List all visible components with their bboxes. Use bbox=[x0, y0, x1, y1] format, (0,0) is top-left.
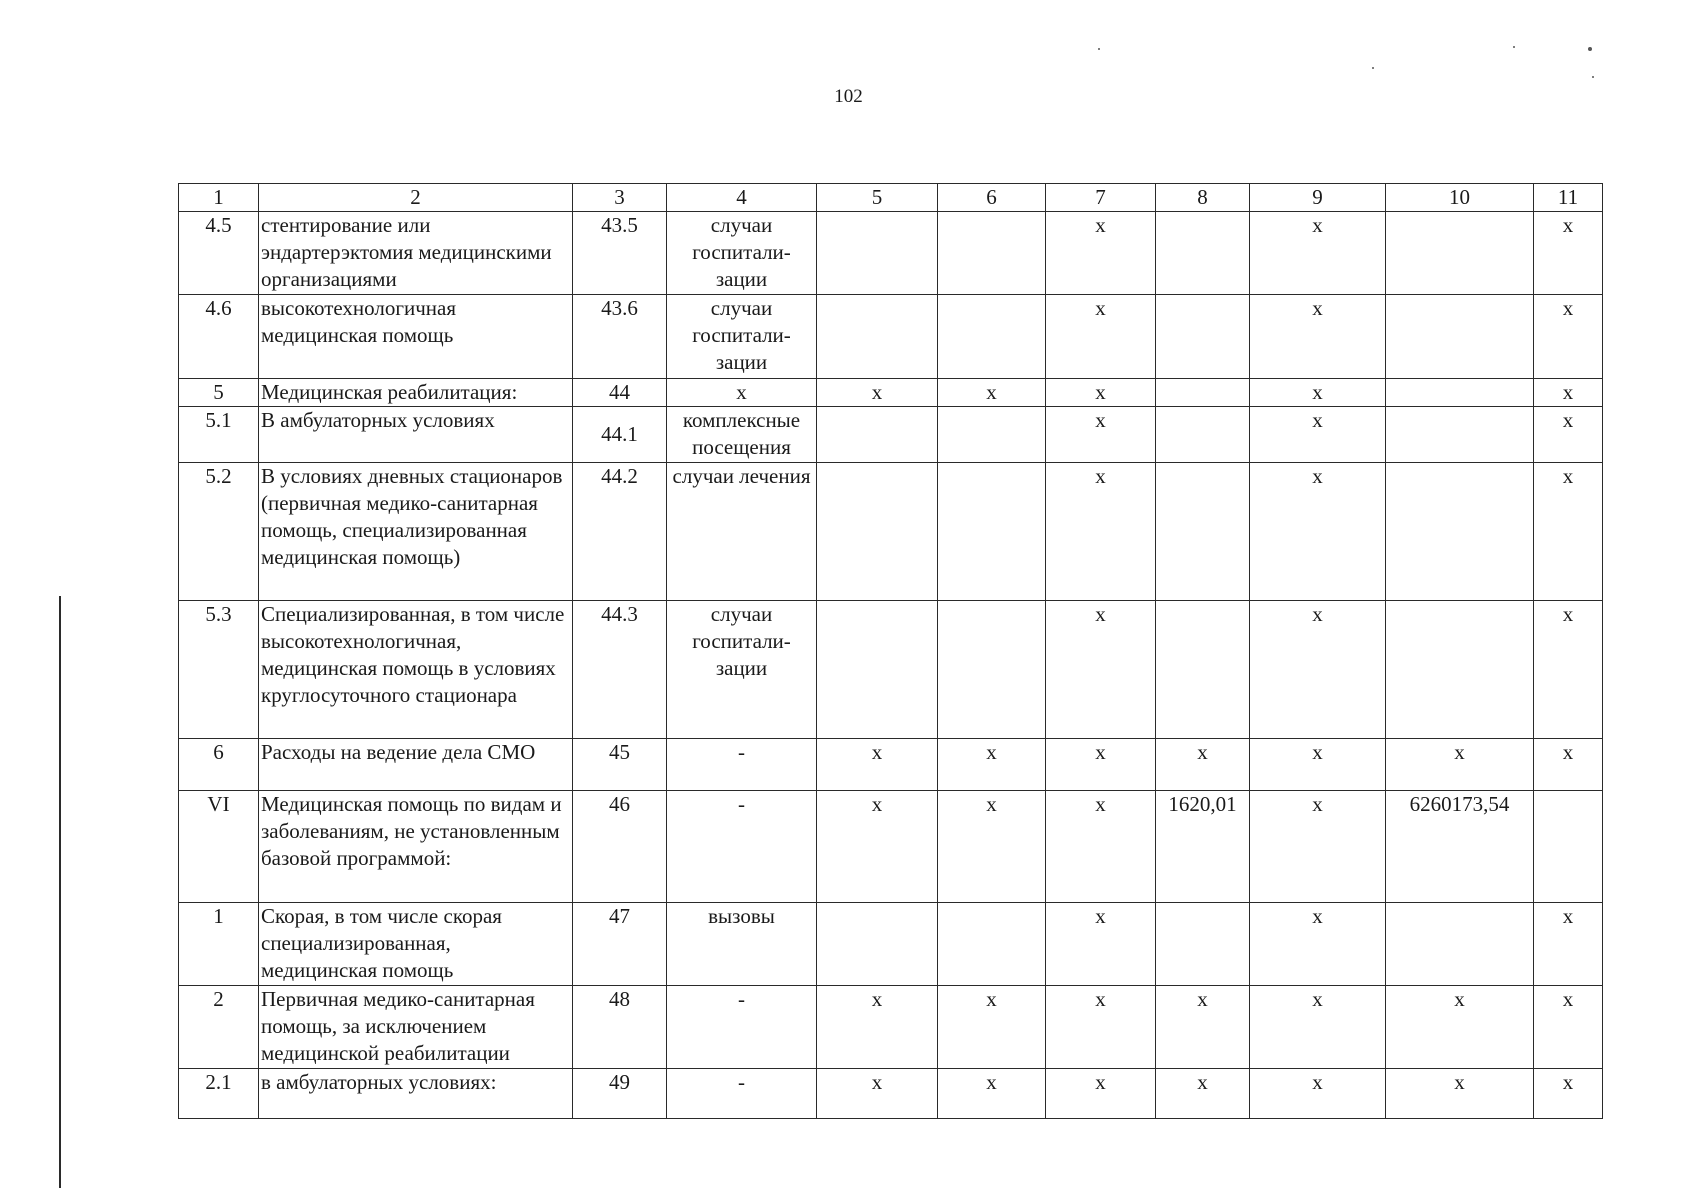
row-number: 5.2 bbox=[179, 463, 259, 601]
table-cell bbox=[938, 295, 1046, 379]
unit-cell: - bbox=[667, 986, 817, 1069]
table-cell bbox=[1386, 379, 1534, 407]
table-cell bbox=[817, 295, 938, 379]
scan-margin-line bbox=[59, 596, 61, 1188]
table-cell: х bbox=[1046, 601, 1156, 739]
row-number: 1 bbox=[179, 903, 259, 986]
row-code: 44.1 bbox=[573, 407, 667, 463]
table-cell: х bbox=[1534, 903, 1603, 986]
page-number: 102 bbox=[834, 86, 863, 107]
table-cell: х bbox=[1250, 295, 1386, 379]
table-cell: х bbox=[1046, 463, 1156, 601]
table-cell: х bbox=[1534, 212, 1603, 295]
row-name: Скорая, в том числе скорая специализированная, медицинская помощь bbox=[259, 903, 573, 986]
row-code: 45 bbox=[573, 739, 667, 791]
row-code: 44.3 bbox=[573, 601, 667, 739]
table-cell: х bbox=[1534, 295, 1603, 379]
table-row bbox=[179, 903, 1603, 986]
column-number: 6 bbox=[938, 184, 1046, 212]
table-cell bbox=[1386, 295, 1534, 379]
table-cell: х bbox=[1250, 903, 1386, 986]
scan-speck bbox=[1592, 76, 1594, 78]
row-code: 43.6 bbox=[573, 295, 667, 379]
table-cell: х bbox=[1046, 1069, 1156, 1119]
table-cell: х bbox=[1534, 1069, 1603, 1119]
row-name: высокотехнологичная медицинская помощь bbox=[259, 295, 573, 379]
unit-cell: вызовы bbox=[667, 903, 817, 986]
row-name: стентирование или эндартерэктомия медицинскими организациями bbox=[259, 212, 573, 295]
column-number: 5 bbox=[817, 184, 938, 212]
table-cell: х bbox=[817, 1069, 938, 1119]
table-cell: х bbox=[1534, 379, 1603, 407]
table-cell: х bbox=[1250, 407, 1386, 463]
table-cell bbox=[1156, 601, 1250, 739]
row-number: 2 bbox=[179, 986, 259, 1069]
scan-speck bbox=[1513, 46, 1515, 48]
table-row bbox=[179, 791, 1603, 903]
row-code: 49 bbox=[573, 1069, 667, 1119]
table-cell bbox=[1156, 903, 1250, 986]
scan-speck bbox=[1588, 47, 1592, 51]
table-cell: х bbox=[1250, 1069, 1386, 1119]
table-cell bbox=[1386, 601, 1534, 739]
table-cell: х bbox=[817, 739, 938, 791]
table-cell: 1620,01 bbox=[1156, 791, 1250, 903]
row-number: 6 bbox=[179, 739, 259, 791]
table-cell: х bbox=[817, 379, 938, 407]
column-number: 2 bbox=[259, 184, 573, 212]
table-cell: х bbox=[1534, 739, 1603, 791]
unit-cell: - bbox=[667, 791, 817, 903]
table-cell: х bbox=[1046, 791, 1156, 903]
table-cell: х bbox=[938, 1069, 1046, 1119]
table-cell: х bbox=[1250, 379, 1386, 407]
column-number: 4 bbox=[667, 184, 817, 212]
row-number: 4.6 bbox=[179, 295, 259, 379]
table-row bbox=[179, 295, 1603, 379]
table-row bbox=[179, 986, 1603, 1069]
row-name: Первичная медико-санитарная помощь, за исключением медицинской реабилитации bbox=[259, 986, 573, 1069]
table-cell bbox=[817, 463, 938, 601]
table-row bbox=[179, 1069, 1603, 1119]
table-cell: х bbox=[1534, 986, 1603, 1069]
table-cell: х bbox=[1250, 791, 1386, 903]
row-number: 4.5 bbox=[179, 212, 259, 295]
table-cell: х bbox=[1250, 463, 1386, 601]
table-cell bbox=[1156, 379, 1250, 407]
unit-cell: случаи госпитали-зации bbox=[667, 212, 817, 295]
scan-speck bbox=[1372, 67, 1374, 69]
row-number: 5 bbox=[179, 379, 259, 407]
table-cell: х bbox=[938, 791, 1046, 903]
table-cell bbox=[817, 903, 938, 986]
row-code: 48 bbox=[573, 986, 667, 1069]
table-cell: х bbox=[938, 379, 1046, 407]
table-row bbox=[179, 463, 1603, 601]
row-number: 2.1 bbox=[179, 1069, 259, 1119]
row-number: 5.1 bbox=[179, 407, 259, 463]
table-cell bbox=[1386, 463, 1534, 601]
table-cell: х bbox=[1250, 739, 1386, 791]
unit-cell: - bbox=[667, 1069, 817, 1119]
table-cell bbox=[817, 407, 938, 463]
table-cell: х bbox=[938, 986, 1046, 1069]
row-name: Расходы на ведение дела СМО bbox=[259, 739, 573, 791]
table-cell: х bbox=[1156, 739, 1250, 791]
row-name: Медицинская помощь по видам и заболеваниям, не установленным базовой программой: bbox=[259, 791, 573, 903]
row-code: 44.2 bbox=[573, 463, 667, 601]
table-cell bbox=[817, 212, 938, 295]
table-cell: х bbox=[1534, 601, 1603, 739]
scan-speck bbox=[1098, 48, 1100, 50]
table-cell bbox=[1386, 407, 1534, 463]
table-cell: х bbox=[1250, 212, 1386, 295]
table-cell bbox=[938, 407, 1046, 463]
table-row bbox=[179, 407, 1603, 463]
table-row bbox=[179, 212, 1603, 295]
row-number: 5.3 bbox=[179, 601, 259, 739]
table-cell: х bbox=[1386, 739, 1534, 791]
column-number: 9 bbox=[1250, 184, 1386, 212]
unit-cell: случаи госпитали-зации bbox=[667, 295, 817, 379]
column-number: 7 bbox=[1046, 184, 1156, 212]
table-row bbox=[179, 601, 1603, 739]
table-cell: х bbox=[1534, 463, 1603, 601]
table-cell: х bbox=[1046, 903, 1156, 986]
unit-cell: случаи госпитали-зации bbox=[667, 601, 817, 739]
row-name: Медицинская реабилитация: bbox=[259, 379, 573, 407]
table-cell: х bbox=[1046, 407, 1156, 463]
table-cell: х bbox=[1046, 379, 1156, 407]
table-cell: х bbox=[817, 986, 938, 1069]
table-cell bbox=[1386, 212, 1534, 295]
row-code: 44 bbox=[573, 379, 667, 407]
table-cell: х bbox=[1046, 739, 1156, 791]
unit-cell: случаи лечения bbox=[667, 463, 817, 601]
row-name: В условиях дневных стационаров (первичная медико-санитарная помощь, специализированная медицинская помощь) bbox=[259, 463, 573, 601]
table-cell: х bbox=[1046, 212, 1156, 295]
table-row bbox=[179, 379, 1603, 407]
table-cell bbox=[1156, 212, 1250, 295]
unit-cell: комплексные посещения bbox=[667, 407, 817, 463]
table-cell: х bbox=[1386, 1069, 1534, 1119]
table-cell bbox=[938, 212, 1046, 295]
table-cell bbox=[1156, 463, 1250, 601]
table-cell bbox=[1534, 791, 1603, 903]
table-cell bbox=[1156, 407, 1250, 463]
unit-cell: - bbox=[667, 739, 817, 791]
table-cell bbox=[938, 463, 1046, 601]
column-number: 1 bbox=[179, 184, 259, 212]
row-name: В амбулаторных условиях bbox=[259, 407, 573, 463]
table-cell bbox=[817, 601, 938, 739]
column-number: 11 bbox=[1534, 184, 1603, 212]
table-cell: х bbox=[1250, 986, 1386, 1069]
row-name: Специализированная, в том числе высокотехнологичная, медицинская помощь в условиях круглосуточного стационара bbox=[259, 601, 573, 739]
row-number: VI bbox=[179, 791, 259, 903]
row-name: в амбулаторных условиях: bbox=[259, 1069, 573, 1119]
table-cell: х bbox=[1046, 986, 1156, 1069]
column-number: 3 bbox=[573, 184, 667, 212]
table-cell bbox=[938, 903, 1046, 986]
table-cell: х bbox=[1534, 407, 1603, 463]
header-row bbox=[179, 184, 1603, 212]
table-cell bbox=[938, 601, 1046, 739]
table-cell: х bbox=[938, 739, 1046, 791]
table-cell: х bbox=[1046, 295, 1156, 379]
table-cell: х bbox=[1156, 1069, 1250, 1119]
table-cell: х bbox=[817, 791, 938, 903]
row-code: 43.5 bbox=[573, 212, 667, 295]
table-cell bbox=[1386, 903, 1534, 986]
table-cell: х bbox=[1156, 986, 1250, 1069]
column-number: 8 bbox=[1156, 184, 1250, 212]
data-table bbox=[178, 183, 1603, 1119]
column-number: 10 bbox=[1386, 184, 1534, 212]
table-cell: 6260173,54 bbox=[1386, 791, 1534, 903]
table-cell: х bbox=[1386, 986, 1534, 1069]
table-cell bbox=[1156, 295, 1250, 379]
unit-cell: х bbox=[667, 379, 817, 407]
table-row bbox=[179, 739, 1603, 791]
row-code: 47 bbox=[573, 903, 667, 986]
table-cell: х bbox=[1250, 601, 1386, 739]
row-code: 46 bbox=[573, 791, 667, 903]
